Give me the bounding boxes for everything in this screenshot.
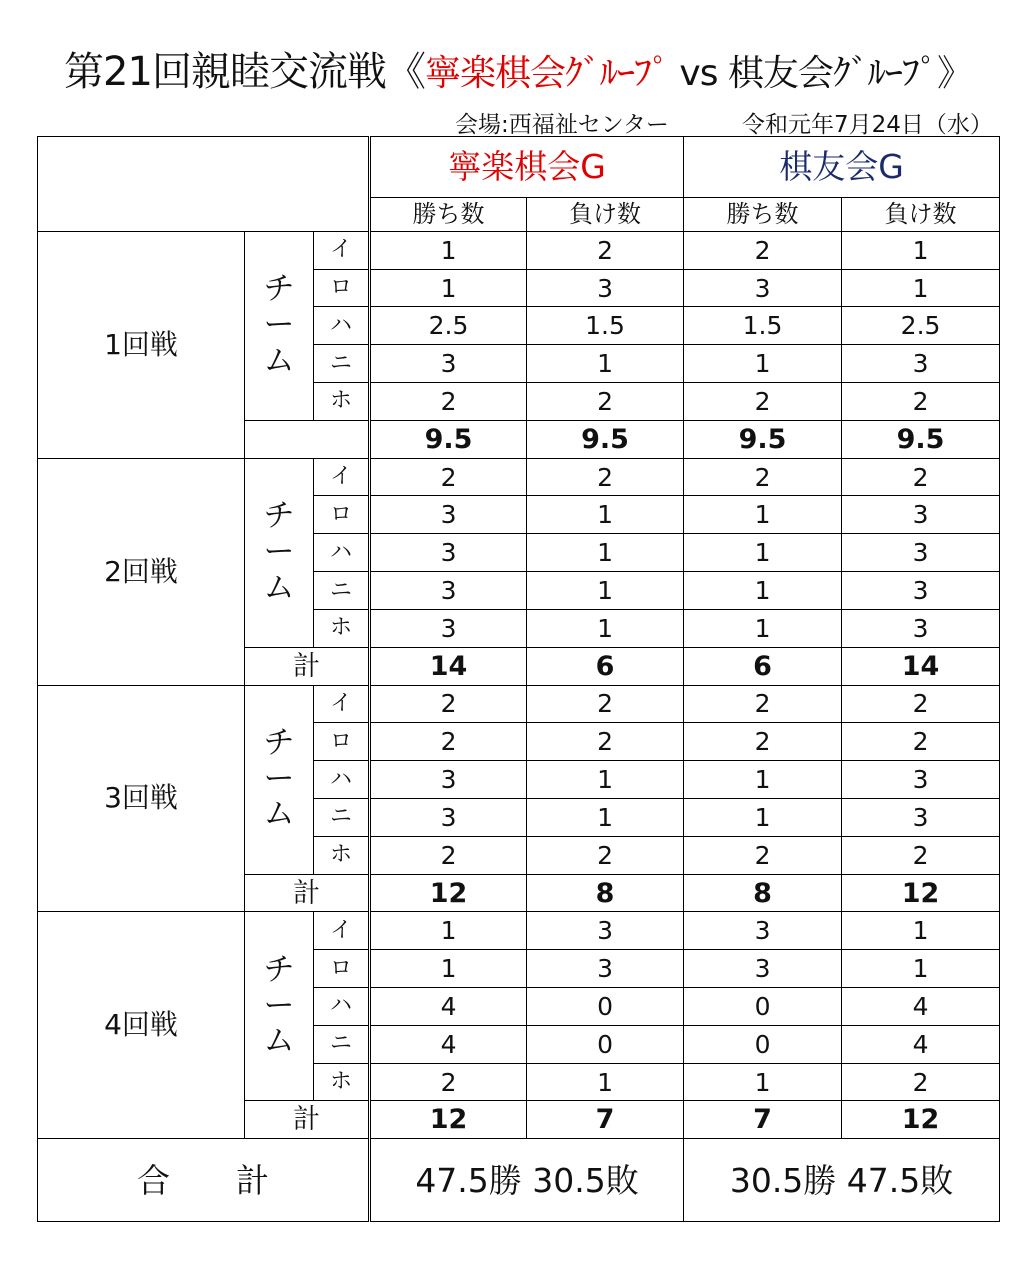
a-loss-cell: 3	[527, 950, 684, 988]
sub-team-label: ニ	[314, 798, 370, 836]
team-label-char: ー	[263, 306, 295, 343]
event-date: 令和元年7月24日（水）	[742, 112, 993, 138]
a-win-cell: 3	[370, 345, 527, 383]
grand-total-group-b: 30.5勝 47.5敗	[684, 1139, 1000, 1222]
sub-team-label: ロ	[314, 950, 370, 988]
b-win-cell: 1	[684, 496, 842, 534]
b-win-cell: 3	[684, 912, 842, 950]
sub-team-label: ホ	[314, 609, 370, 647]
b-loss-cell: 3	[842, 345, 1000, 383]
round-total-label: 計	[245, 1101, 370, 1139]
title-vs: vs	[668, 53, 728, 94]
a-loss-cell: 1	[527, 345, 684, 383]
round-total-label: 計	[245, 647, 370, 685]
team-label-char: チ	[263, 951, 295, 988]
a-loss-cell: 2	[527, 685, 684, 723]
b-win-cell: 0	[684, 1025, 842, 1063]
a-loss-cell: 2	[527, 458, 684, 496]
a-loss-cell: 1	[527, 572, 684, 610]
round-label: 4回戦	[38, 912, 245, 1139]
b-win-cell: 2	[684, 836, 842, 874]
a-win-cell: 1	[370, 912, 527, 950]
b-loss-cell: 4	[842, 1025, 1000, 1063]
a-loss-cell: 1	[527, 798, 684, 836]
a-win-cell: 4	[370, 988, 527, 1026]
title-prefix: 第21回親睦交流戦《	[64, 49, 425, 95]
round-total-label	[245, 420, 370, 458]
a-loss-cell: 1	[527, 761, 684, 799]
a-loss-cell: 1	[527, 496, 684, 534]
a-win-total: 14	[370, 647, 527, 685]
sub-team-label: ロ	[314, 496, 370, 534]
team-label-char: ー	[263, 987, 295, 1024]
team-label	[245, 912, 314, 1101]
a-win-cell: 4	[370, 1025, 527, 1063]
b-loss-cell: 3	[842, 798, 1000, 836]
a-win-cell: 3	[370, 572, 527, 610]
team-label	[245, 458, 314, 647]
a-win-cell: 2	[370, 1063, 527, 1101]
a-win-cell: 3	[370, 761, 527, 799]
sub-team-label: ホ	[314, 836, 370, 874]
sub-team-label: ニ	[314, 572, 370, 610]
sub-team-label: イ	[314, 458, 370, 496]
b-win-cell: 1	[684, 761, 842, 799]
page-title	[0, 40, 1036, 97]
b-loss-cell: 2	[842, 1063, 1000, 1101]
b-loss-cell: 1	[842, 912, 1000, 950]
team-label	[245, 231, 314, 420]
b-loss-cell: 2	[842, 836, 1000, 874]
venue: 会場:西福祉センター	[455, 112, 669, 138]
b-loss-cell: 1	[842, 269, 1000, 307]
team-label-char: チ	[263, 498, 295, 535]
sub-team-label: ホ	[314, 383, 370, 421]
sub-team-label: ハ	[314, 307, 370, 345]
a-win-cell: 3	[370, 609, 527, 647]
a-loss-cell: 0	[527, 1025, 684, 1063]
b-win-cell: 0	[684, 988, 842, 1026]
b-win-cell: 1	[684, 345, 842, 383]
b-win-total: 6	[684, 647, 842, 685]
team-label-char: チ	[263, 271, 295, 308]
b-loss-total: 9.5	[842, 420, 1000, 458]
b-loss-cell: 1	[842, 231, 1000, 269]
round-label: 2回戦	[38, 458, 245, 685]
team-label-char: ー	[263, 533, 295, 570]
header-b-loss: 負け数	[842, 197, 1000, 231]
a-win-cell: 2	[370, 685, 527, 723]
b-loss-cell: 3	[842, 609, 1000, 647]
a-loss-cell: 3	[527, 912, 684, 950]
b-win-total: 8	[684, 874, 842, 912]
header-group-b: 棋友会G	[684, 137, 1000, 198]
a-win-cell: 3	[370, 496, 527, 534]
a-win-cell: 2.5	[370, 307, 527, 345]
b-win-total: 7	[684, 1101, 842, 1139]
sub-team-label: ロ	[314, 269, 370, 307]
a-loss-cell: 1	[527, 1063, 684, 1101]
score-table	[37, 136, 1000, 1222]
b-win-cell: 3	[684, 269, 842, 307]
a-loss-cell: 2	[527, 836, 684, 874]
grand-total-group-a: 47.5勝 30.5敗	[370, 1139, 684, 1222]
b-loss-total: 12	[842, 874, 1000, 912]
b-loss-cell: 3	[842, 496, 1000, 534]
sub-team-label: ロ	[314, 723, 370, 761]
b-win-cell: 2	[684, 458, 842, 496]
b-loss-cell: 4	[842, 988, 1000, 1026]
round-label: 3回戦	[38, 685, 245, 912]
a-loss-cell: 1.5	[527, 307, 684, 345]
b-win-cell: 2	[684, 723, 842, 761]
b-win-cell: 3	[684, 950, 842, 988]
sub-team-label: ホ	[314, 1063, 370, 1101]
title-suffix: 》	[936, 53, 972, 94]
title-team-b: 棋友会ｸﾞﾙｰﾌﾟ	[727, 53, 937, 94]
team-label-char: チ	[263, 725, 295, 762]
team-label	[245, 685, 314, 874]
b-loss-cell: 3	[842, 572, 1000, 610]
a-win-cell: 2	[370, 383, 527, 421]
title-team-a: 寧楽棋会ｸﾞﾙｰﾌﾟ	[424, 53, 669, 94]
b-win-cell: 1.5	[684, 307, 842, 345]
b-win-cell: 2	[684, 231, 842, 269]
b-win-cell: 1	[684, 534, 842, 572]
team-label-char: ム	[263, 569, 295, 606]
b-loss-cell: 2	[842, 383, 1000, 421]
round-total-label: 計	[245, 874, 370, 912]
sub-team-label: ハ	[314, 534, 370, 572]
b-win-cell: 2	[684, 685, 842, 723]
sub-team-label: イ	[314, 685, 370, 723]
sub-team-label: ハ	[314, 988, 370, 1026]
grand-total-label: 合 計	[38, 1139, 370, 1222]
team-label-char: ー	[263, 760, 295, 797]
team-label-char: ム	[263, 796, 295, 833]
a-win-cell: 3	[370, 798, 527, 836]
a-win-total: 12	[370, 874, 527, 912]
b-win-cell: 1	[684, 609, 842, 647]
a-win-cell: 1	[370, 269, 527, 307]
b-loss-cell: 2	[842, 723, 1000, 761]
a-win-cell: 2	[370, 458, 527, 496]
a-loss-cell: 2	[527, 723, 684, 761]
b-win-cell: 1	[684, 1063, 842, 1101]
a-win-cell: 2	[370, 836, 527, 874]
sub-team-label: イ	[314, 912, 370, 950]
round-label: 1回戦	[38, 231, 245, 458]
b-loss-cell: 2	[842, 685, 1000, 723]
b-loss-total: 14	[842, 647, 1000, 685]
b-loss-cell: 2.5	[842, 307, 1000, 345]
a-loss-total: 6	[527, 647, 684, 685]
header-b-win: 勝ち数	[684, 197, 842, 231]
a-loss-cell: 2	[527, 231, 684, 269]
a-loss-cell: 1	[527, 609, 684, 647]
a-loss-cell: 0	[527, 988, 684, 1026]
b-win-total: 9.5	[684, 420, 842, 458]
a-win-cell: 1	[370, 950, 527, 988]
b-win-cell: 1	[684, 798, 842, 836]
b-win-cell: 2	[684, 383, 842, 421]
a-win-total: 9.5	[370, 420, 527, 458]
b-win-cell: 1	[684, 572, 842, 610]
team-label-char: ム	[263, 1023, 295, 1060]
header-a-loss: 負け数	[527, 197, 684, 231]
a-loss-cell: 2	[527, 383, 684, 421]
sub-team-label: ハ	[314, 761, 370, 799]
header-group-a: 寧楽棋会G	[370, 137, 684, 198]
b-loss-total: 12	[842, 1101, 1000, 1139]
team-label-char: ム	[263, 342, 295, 379]
sub-team-label: イ	[314, 231, 370, 269]
a-loss-total: 7	[527, 1101, 684, 1139]
header-blank-cell	[38, 137, 370, 232]
b-loss-cell: 1	[842, 950, 1000, 988]
a-win-total: 12	[370, 1101, 527, 1139]
a-loss-cell: 1	[527, 534, 684, 572]
sub-team-label: ニ	[314, 345, 370, 383]
a-win-cell: 2	[370, 723, 527, 761]
a-win-cell: 3	[370, 534, 527, 572]
b-loss-cell: 3	[842, 761, 1000, 799]
a-loss-cell: 3	[527, 269, 684, 307]
sub-team-label: ニ	[314, 1025, 370, 1063]
b-loss-cell: 2	[842, 458, 1000, 496]
a-loss-total: 9.5	[527, 420, 684, 458]
a-win-cell: 1	[370, 231, 527, 269]
a-loss-total: 8	[527, 874, 684, 912]
b-loss-cell: 3	[842, 534, 1000, 572]
header-a-win: 勝ち数	[370, 197, 527, 231]
